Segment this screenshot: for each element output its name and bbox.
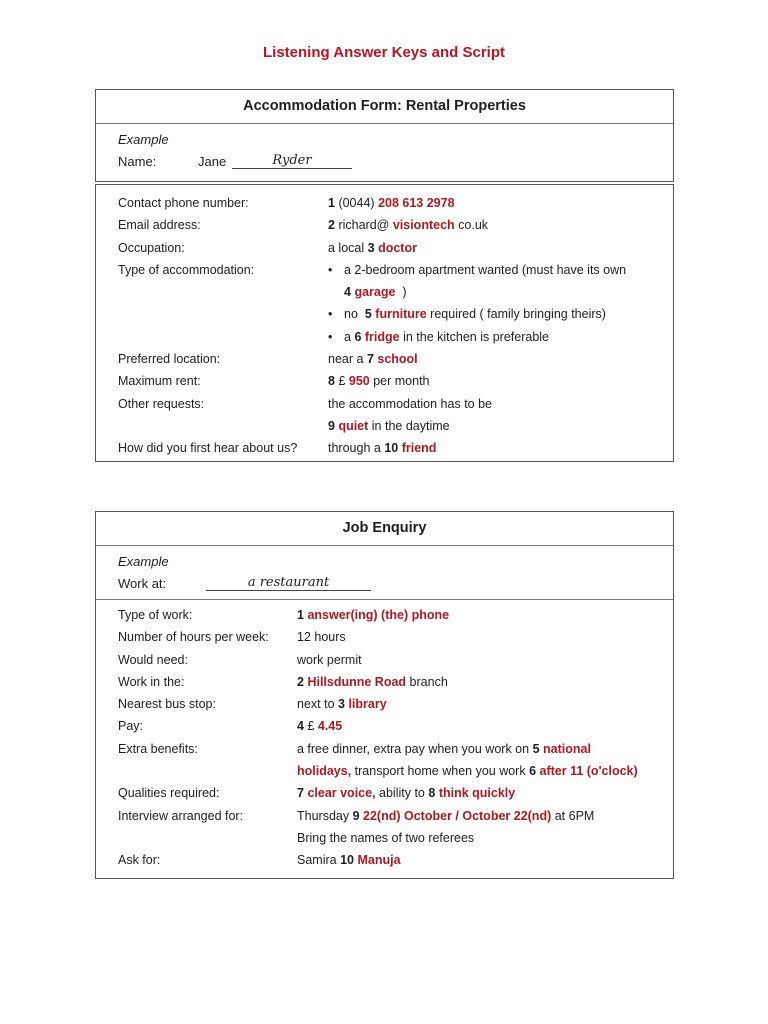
type-of-work-label: Type of work: [118,608,193,622]
type-bullet-1: • a 2-bedroom apartment wanted (must have its own [328,262,627,277]
other-value-2: 9 quiet in the daytime [328,418,450,433]
clear-voice-answer: clear voice, [307,786,376,801]
think-quickly-answer: think quickly [438,786,516,801]
need-value: work permit [297,652,362,667]
pay-row [118,715,673,737]
accommodation-type-row-2 [118,281,673,303]
rent-value: 8 £ 950 per month [328,374,430,389]
location-label: Preferred location: [118,352,221,367]
qualities-label: Qualities required: [118,786,220,801]
example-name-label: Name: [118,154,157,169]
example-work-answer: a restaurant [206,575,371,591]
example-label: Example [118,132,169,147]
friend-answer: friend [401,441,437,456]
hear-row [118,437,673,459]
pay-answer: 4.45 [317,719,343,734]
ask-for-row [118,849,673,871]
rent-label: Maximum rent: [118,374,201,389]
accommodation-form-header-box [95,89,674,182]
extra-benefits-row-2 [118,760,673,782]
page-title: Listening Answer Keys and Script [263,44,505,61]
work-in-row [118,671,673,693]
location-value: near a 7 school [328,352,418,367]
pay-value: 4 £ 4.45 [297,719,343,734]
phone-row [118,192,673,214]
rent-answer: 950 [348,374,370,389]
type-of-work-row [118,604,673,626]
extra-benefits-label: Extra benefits: [118,741,198,756]
location-row [118,348,673,370]
quiet-answer: quiet [338,418,369,433]
qualities-row [118,782,673,804]
type-of-work-value: 1 answer(ing) (the) phone [297,608,450,622]
extra-benefits-row [118,738,673,760]
occupation-value: a local 3 doctor [328,240,417,255]
furniture-answer: furniture [375,307,427,322]
phone-work-answer: answer(ing) (the) phone [307,608,450,622]
garage-answer: garage [354,285,396,300]
need-row [118,649,673,671]
email-row [118,214,673,236]
other-requests-row [118,393,673,415]
need-label: Would need: [118,652,188,667]
other-value: the accommodation has to be [328,396,492,411]
national-answer: national [543,741,591,756]
phone-label: Contact phone number: [118,196,249,210]
email-value: 2 richard@ visiontech co.uk [328,218,489,233]
occupation-row [118,237,673,259]
library-answer: library [348,697,387,712]
hours-row [118,626,673,648]
type-label: Type of accommodation: [118,262,255,277]
accommodation-form-title: Accommodation Form: Rental Properties [96,90,673,124]
holidays-answer: holidays, [297,764,352,779]
extra-benefits-value-2: holidays, transport home when you work 6 after 11 (o'clock) [297,764,638,779]
after-11-answer: after 11 (o'clock) [539,764,638,779]
job-example [96,546,673,600]
ask-for-value: Samira 10 Manuja [297,853,401,868]
bus-stop-label: Nearest bus stop: [118,697,216,712]
job-example-label: Example [118,554,169,569]
occupation-answer: doctor [378,240,417,255]
email-label: Email address: [118,218,201,233]
work-in-label: Work in the: [118,674,185,689]
hear-value: through a 10 friend [328,441,437,456]
hours-label: Number of hours per week: [118,630,269,645]
fridge-answer: fridge [364,329,400,344]
job-enquiry-body [96,600,673,872]
accommodation-type-row [118,259,673,281]
phone-value: 1 (0044) 208 613 2978 [328,196,455,210]
bus-stop-value: next to 3 library [297,697,387,712]
date-answer: 22(nd) October / October 22(nd) [363,808,552,823]
type-bullet-2: • no 5 furniture required ( family bringing theirs) [328,307,606,322]
phone-answer: 208 613 2978 [378,196,455,210]
type-bullet-1-cont: 4 garage ) [344,285,407,300]
interview-value: Thursday 9 22(nd) October / October 22(nd) at 6PM [297,808,595,823]
extra-benefits-value: a free dinner, extra pay when you work on 5 national [297,741,591,756]
type-bullet-3: • a 6 fridge in the kitchen is preferable [328,329,550,344]
accommodation-type-row-4 [118,326,673,348]
accommodation-form-body [95,184,674,462]
example-first-name: Jane [198,154,227,169]
ask-for-label: Ask for: [118,853,161,868]
interview-row-2 [118,827,673,849]
interview-value-2: Bring the names of two referees [297,830,475,845]
example-work-label: Work at: [118,576,167,591]
pay-label: Pay: [118,719,144,734]
rent-row [118,370,673,392]
hear-label: How did you first hear about us? [118,441,298,456]
occupation-label: Occupation: [118,240,185,255]
work-in-value: 2 Hillsdunne Road branch [297,674,448,689]
qualities-value: 7 clear voice, ability to 8 think quickly [297,786,516,801]
email-answer: visiontech [392,218,455,233]
interview-row [118,805,673,827]
other-label: Other requests: [118,396,205,411]
job-enquiry-title: Job Enquiry [96,512,673,546]
other-requests-row-2 [118,415,673,437]
accommodation-example [96,124,673,169]
hours-value: 12 hours [297,630,346,645]
school-answer: school [377,352,418,367]
interview-label: Interview arranged for: [118,808,244,823]
manuja-answer: Manuja [357,853,401,868]
example-answer-name: Ryder [232,153,352,169]
accommodation-type-row-3 [118,303,673,325]
job-enquiry-form [95,511,674,879]
branch-answer: Hillsdunne Road [307,674,407,689]
bus-stop-row [118,693,673,715]
